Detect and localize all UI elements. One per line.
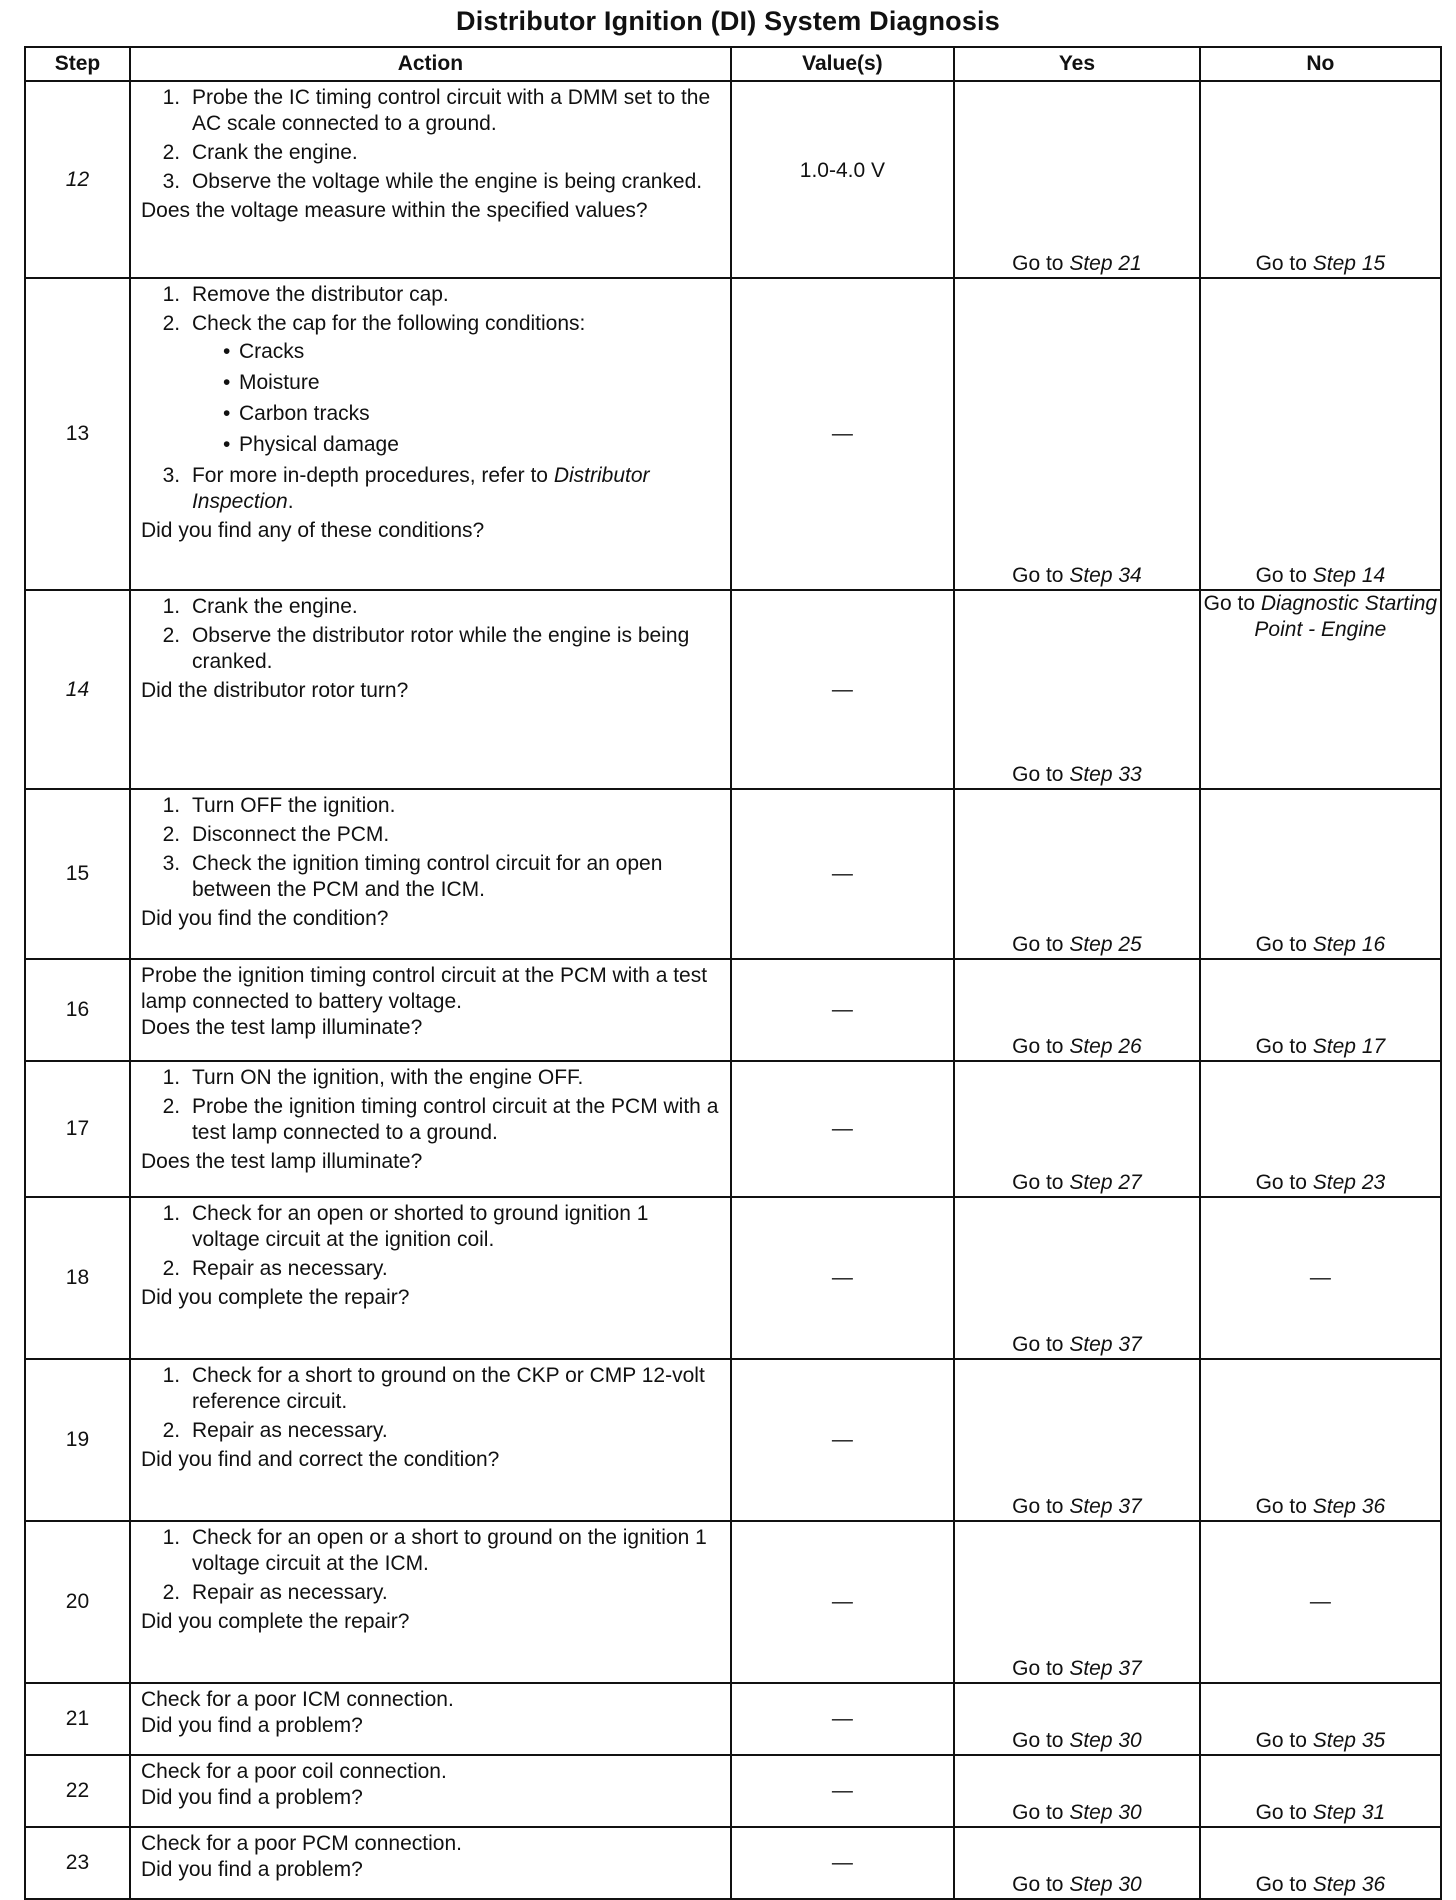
table-row [25, 590, 1441, 789]
no-cell [1200, 1061, 1441, 1197]
step-link[interactable]: Step 33 [1069, 763, 1142, 786]
go-to-label: Go to [1012, 1333, 1064, 1356]
step-link[interactable]: Step 31 [1312, 1801, 1386, 1824]
table-row [25, 81, 1441, 278]
step-number: 18 [25, 1197, 130, 1359]
go-to-label: Go to [1255, 1873, 1307, 1896]
table-row [25, 278, 1441, 590]
yes-cell [954, 959, 1200, 1061]
yes-cell [954, 1755, 1200, 1827]
go-to-label: Go to [1255, 252, 1307, 275]
action-text: Probe the ignition timing control circuit at the PCM with a test lamp connected to battery voltage. [140, 964, 708, 1013]
go-to-label: Go to [1012, 1729, 1064, 1752]
table-row [25, 1197, 1441, 1359]
action-item: 1. Turn ON the ignition, with the engine OFF. [186, 1065, 722, 1091]
action-item [186, 311, 722, 458]
action-question: Does the test lamp illuminate? [140, 1150, 423, 1173]
go-to-label: Go to [1255, 1801, 1307, 1824]
table-row [25, 1683, 1441, 1755]
step-number: 16 [25, 959, 130, 1061]
step-link[interactable]: Step 17 [1312, 1035, 1386, 1058]
action-item: 2. Crank the engine. [186, 140, 722, 166]
action-text: Check for a poor ICM connection. [140, 1688, 454, 1711]
yes-cell [954, 789, 1200, 959]
step-link[interactable]: Step 15 [1312, 252, 1386, 275]
step-number: 21 [25, 1683, 130, 1755]
step-number: 15 [25, 789, 130, 959]
condition-bullet: • Carbon tracks [217, 401, 722, 427]
value-cell: — [731, 1359, 954, 1521]
value-cell: — [731, 1683, 954, 1755]
action-cell [130, 1755, 731, 1827]
step-link[interactable]: Step 14 [1312, 564, 1386, 587]
procedure-reference[interactable]: Distributor Inspection [191, 464, 650, 513]
no-cell [1200, 1359, 1441, 1521]
action-item-end: . [287, 490, 294, 513]
step-link[interactable]: Step 16 [1312, 933, 1386, 956]
action-item [186, 463, 722, 515]
step-link[interactable]: Step 30 [1069, 1873, 1142, 1896]
action-cell [130, 1827, 731, 1899]
header-yes: Yes [954, 47, 1200, 81]
action-item: 2. Repair as necessary. [186, 1580, 722, 1606]
table-header-row [25, 47, 1441, 81]
action-question: Did you find a problem? [140, 1858, 363, 1881]
value-cell: 1.0-4.0 V [731, 81, 954, 278]
value-cell: — [731, 1755, 954, 1827]
value-cell: — [731, 1061, 954, 1197]
step-link[interactable]: Step 37 [1069, 1657, 1142, 1680]
header-no: No [1200, 47, 1441, 81]
step-link[interactable]: Step 27 [1069, 1171, 1142, 1194]
action-question: Does the voltage measure within the specified values? [140, 199, 648, 222]
header-step: Step [25, 47, 130, 81]
go-to-label: Go to [1012, 763, 1064, 786]
go-to-label: Go to [1203, 592, 1256, 615]
step-link[interactable]: Step 34 [1069, 564, 1142, 587]
go-to-label: Go to [1012, 1801, 1064, 1824]
yes-cell [954, 1521, 1200, 1683]
table-row [25, 1359, 1441, 1521]
action-question: Did you complete the repair? [140, 1610, 410, 1633]
action-item: 2. Repair as necessary. [186, 1418, 722, 1444]
no-cell [1200, 278, 1441, 590]
yes-cell [954, 1197, 1200, 1359]
action-cell [130, 789, 731, 959]
value-cell: — [731, 789, 954, 959]
action-question: Did you find a problem? [140, 1786, 363, 1809]
no-cell: — [1200, 1197, 1441, 1359]
action-question: Did you complete the repair? [140, 1286, 410, 1309]
value-cell: — [731, 278, 954, 590]
diagnosis-table [24, 46, 1442, 1900]
no-cell [1200, 1683, 1441, 1755]
go-to-label: Go to [1255, 1035, 1307, 1058]
condition-bullet: • Cracks [217, 339, 722, 365]
page-title: Distributor Ignition (DI) System Diagnosis [456, 6, 1000, 36]
table-row [25, 1061, 1441, 1197]
step-number: 23 [25, 1827, 130, 1899]
action-question: Did the distributor rotor turn? [140, 679, 409, 702]
action-cell [130, 590, 731, 789]
action-item: 2. Disconnect the PCM. [186, 822, 722, 848]
table-row [25, 959, 1441, 1061]
action-cell [130, 1521, 731, 1683]
yes-cell [954, 278, 1200, 590]
action-question: Did you find a problem? [140, 1714, 363, 1737]
go-to-label: Go to [1012, 933, 1064, 956]
header-action: Action [130, 47, 731, 81]
no-cell [1200, 1755, 1441, 1827]
go-to-label: Go to [1012, 564, 1064, 587]
action-text: Check for a poor coil connection. [140, 1760, 447, 1783]
step-number: 17 [25, 1061, 130, 1197]
go-to-label: Go to [1012, 1873, 1064, 1896]
go-to-label: Go to [1012, 1171, 1064, 1194]
step-number: 14 [25, 590, 130, 789]
table-row [25, 1755, 1441, 1827]
yes-cell [954, 1827, 1200, 1899]
action-item: 2. Probe the ignition timing control circuit at the PCM with a test lamp connected to a ground. [186, 1094, 722, 1146]
step-link[interactable]: Step 30 [1069, 1729, 1142, 1752]
go-to-label: Go to [1255, 564, 1307, 587]
action-item-text: For more in-depth procedures, refer to [191, 464, 554, 487]
action-cell [130, 1359, 731, 1521]
action-item: 1. Check for an open or a short to ground on the ignition 1 voltage circuit at the ICM. [186, 1525, 722, 1577]
action-item: 1. Check for an open or shorted to ground ignition 1 voltage circuit at the ignition coil. [186, 1201, 722, 1253]
value-cell: — [731, 1197, 954, 1359]
step-link[interactable]: Step 35 [1312, 1729, 1386, 1752]
condition-bullet: • Moisture [217, 370, 722, 396]
action-item: 1. Check for a short to ground on the CKP or CMP 12-volt reference circuit. [186, 1363, 722, 1415]
action-item-text: Check the cap for the following conditions: [191, 312, 586, 335]
step-number: 20 [25, 1521, 130, 1683]
action-question: Does the test lamp illuminate? [140, 1016, 423, 1039]
step-link[interactable]: Step 37 [1069, 1333, 1142, 1356]
step-number: 19 [25, 1359, 130, 1521]
value-cell: — [731, 590, 954, 789]
step-link[interactable]: Diagnostic Starting Point - Engine [1254, 592, 1438, 641]
go-to-label: Go to [1012, 252, 1064, 275]
go-to-label: Go to [1012, 1495, 1064, 1518]
action-cell [130, 81, 731, 278]
action-item: 2. Observe the distributor rotor while the engine is being cranked. [186, 623, 722, 675]
no-cell [1200, 1827, 1441, 1899]
go-to-label: Go to [1255, 1495, 1307, 1518]
go-to-label: Go to [1255, 933, 1307, 956]
step-link[interactable]: Step 30 [1069, 1801, 1142, 1824]
action-question: Did you find the condition? [140, 907, 389, 930]
go-to-label: Go to [1012, 1035, 1064, 1058]
action-cell [130, 1197, 731, 1359]
value-cell: — [731, 959, 954, 1061]
action-cell [130, 1683, 731, 1755]
step-link[interactable]: Step 23 [1312, 1171, 1386, 1194]
yes-cell [954, 1683, 1200, 1755]
no-cell [1200, 81, 1441, 278]
step-link[interactable]: Step 36 [1312, 1495, 1386, 1518]
table-row [25, 1827, 1441, 1899]
action-cell [130, 1061, 731, 1197]
step-link[interactable]: Step 21 [1069, 252, 1142, 275]
no-cell: — [1200, 1521, 1441, 1683]
step-link[interactable]: Step 36 [1312, 1873, 1386, 1896]
value-cell: — [731, 1827, 954, 1899]
step-number: 22 [25, 1755, 130, 1827]
condition-bullet: • Physical damage [217, 432, 722, 458]
action-item: 1. Turn OFF the ignition. [186, 793, 722, 819]
yes-cell [954, 1061, 1200, 1197]
value-cell: — [731, 1521, 954, 1683]
no-cell [1200, 959, 1441, 1061]
action-item: 2. Repair as necessary. [186, 1256, 722, 1282]
action-item: 1. Probe the IC timing control circuit with a DMM set to the AC scale connected to a ground. [186, 85, 722, 137]
yes-cell [954, 590, 1200, 789]
table-row [25, 789, 1441, 959]
action-question: Did you find any of these conditions? [140, 519, 485, 542]
step-number: 13 [25, 278, 130, 590]
action-question: Did you find and correct the condition? [140, 1448, 500, 1471]
go-to-label: Go to [1012, 1657, 1064, 1680]
no-cell [1200, 590, 1441, 789]
go-to-label: Go to [1255, 1729, 1307, 1752]
action-item: 1. Remove the distributor cap. [186, 282, 722, 308]
header-values: Value(s) [731, 47, 954, 81]
step-link[interactable]: Step 25 [1069, 933, 1142, 956]
no-cell [1200, 789, 1441, 959]
action-text: Check for a poor PCM connection. [140, 1832, 462, 1855]
step-link[interactable]: Step 26 [1069, 1035, 1142, 1058]
go-to-label: Go to [1255, 1171, 1307, 1194]
table-row [25, 1521, 1441, 1683]
yes-cell [954, 1359, 1200, 1521]
action-cell [130, 278, 731, 590]
action-item: 1. Crank the engine. [186, 594, 722, 620]
action-item: 3. Check the ignition timing control circuit for an open between the PCM and the ICM. [186, 851, 722, 903]
yes-cell [954, 81, 1200, 278]
action-cell [130, 959, 731, 1061]
action-item: 3. Observe the voltage while the engine is being cranked. [186, 169, 722, 195]
step-number: 12 [25, 81, 130, 278]
step-link[interactable]: Step 37 [1069, 1495, 1142, 1518]
